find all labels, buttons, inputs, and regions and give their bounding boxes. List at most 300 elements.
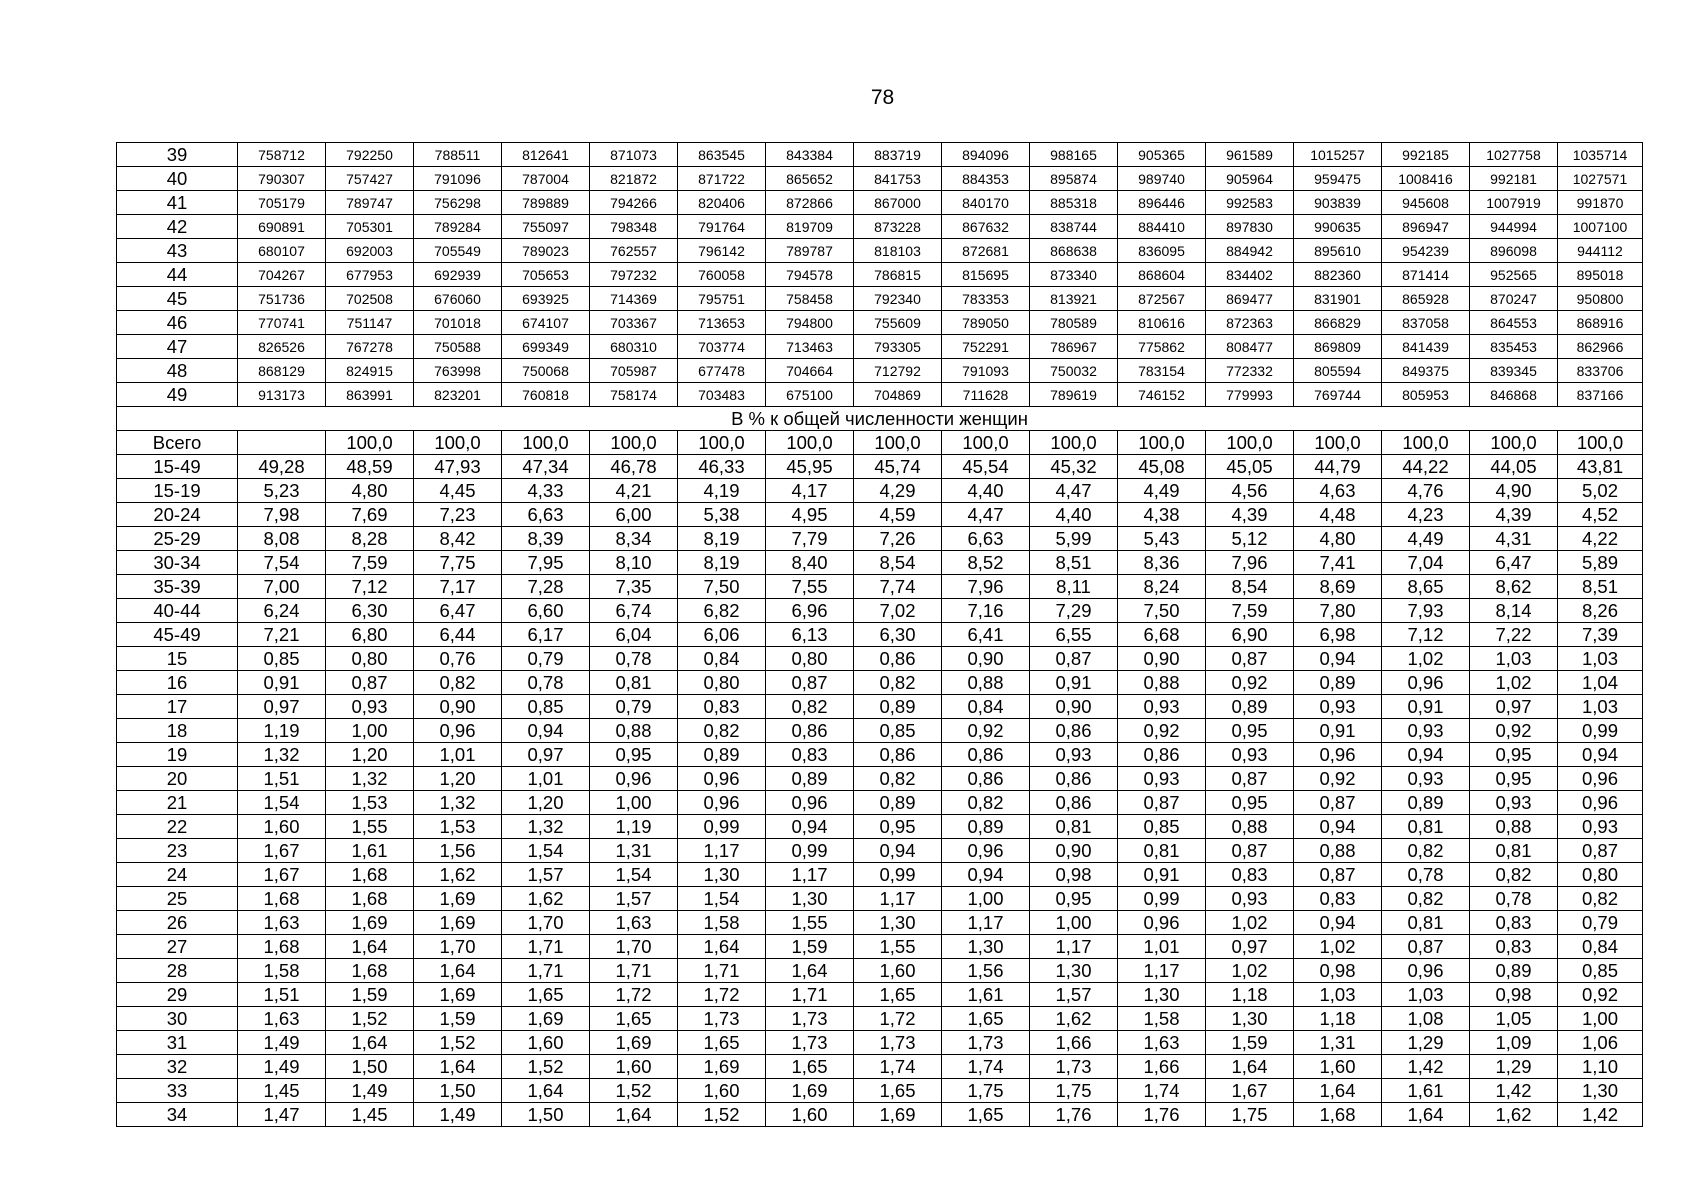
table-cell: 713463	[766, 335, 854, 359]
table-cell: 808477	[1206, 335, 1294, 359]
table-cell: 705301	[326, 215, 414, 239]
table-cell: 7,50	[1118, 599, 1206, 623]
table-cell: 1007100	[1558, 215, 1643, 239]
table-cell: 913173	[238, 383, 326, 407]
table-cell: 0,92	[1558, 983, 1643, 1007]
table-cell: 1,64	[414, 959, 502, 983]
table-cell: 1,66	[1118, 1055, 1206, 1079]
table-cell: 1,71	[678, 959, 766, 983]
table-cell: 841753	[854, 167, 942, 191]
table-cell: 0,94	[854, 839, 942, 863]
table-cell: 0,95	[1030, 887, 1118, 911]
table-cell: 7,69	[326, 503, 414, 527]
table-cell: 872567	[1118, 287, 1206, 311]
table-cell: 831901	[1294, 287, 1382, 311]
table-cell: 1,54	[678, 887, 766, 911]
table-cell: 834402	[1206, 263, 1294, 287]
table-cell: 1,59	[1206, 1031, 1294, 1055]
table-cell: 7,93	[1382, 599, 1470, 623]
table-row	[117, 167, 1643, 191]
table-cell: 770741	[238, 311, 326, 335]
table-cell: 989740	[1118, 167, 1206, 191]
table-cell: 704664	[766, 359, 854, 383]
table-cell: 4,38	[1118, 503, 1206, 527]
table-cell: 0,86	[1030, 719, 1118, 743]
table-cell: 1,71	[502, 959, 590, 983]
table-cell: 0,82	[678, 719, 766, 743]
table-cell: 8,11	[1030, 575, 1118, 599]
table-cell: 1,30	[678, 863, 766, 887]
table-cell: 867632	[942, 215, 1030, 239]
table-cell: 1,58	[678, 911, 766, 935]
table-cell: 945608	[1382, 191, 1470, 215]
table-cell: 1,30	[942, 935, 1030, 959]
table-cell: 0,81	[1030, 815, 1118, 839]
table-cell: 0,83	[1470, 911, 1558, 935]
table-cell: 797232	[590, 263, 678, 287]
table-cell: 1,49	[326, 1079, 414, 1103]
table-cell: 988165	[1030, 143, 1118, 167]
table-cell: 0,79	[502, 647, 590, 671]
row-label: 29	[117, 983, 238, 1007]
table-cell: 6,80	[326, 623, 414, 647]
table-cell: 0,92	[1118, 719, 1206, 743]
table-cell: 8,19	[678, 527, 766, 551]
table-cell: 0,93	[326, 695, 414, 719]
table-cell: 5,12	[1206, 527, 1294, 551]
table-cell: 767278	[326, 335, 414, 359]
table-cell: 1,29	[1382, 1031, 1470, 1055]
table-cell: 863991	[326, 383, 414, 407]
table-cell: 1,65	[854, 983, 942, 1007]
table-cell: 0,80	[326, 647, 414, 671]
table-cell: 1,03	[1294, 983, 1382, 1007]
table-cell: 1027758	[1470, 143, 1558, 167]
table-cell: 755609	[854, 311, 942, 335]
table-cell: 885318	[1030, 191, 1118, 215]
table-row	[117, 287, 1643, 311]
table-cell: 0,89	[678, 743, 766, 767]
table-cell: 0,89	[942, 815, 1030, 839]
table-cell: 0,87	[326, 671, 414, 695]
table-cell: 805594	[1294, 359, 1382, 383]
table-row	[117, 839, 1643, 863]
table-cell: 1,45	[238, 1079, 326, 1103]
table-cell: 1,42	[1382, 1055, 1470, 1079]
table-cell: 792250	[326, 143, 414, 167]
table-cell: 4,49	[1382, 527, 1470, 551]
table-cell: 0,80	[678, 671, 766, 695]
table-cell: 7,50	[678, 575, 766, 599]
table-cell: 841439	[1382, 335, 1470, 359]
table-cell: 869809	[1294, 335, 1382, 359]
table-cell: 873340	[1030, 263, 1118, 287]
table-cell: 1,31	[590, 839, 678, 863]
table-cell: 0,82	[1382, 887, 1470, 911]
row-label: 43	[117, 239, 238, 263]
table-cell: 4,21	[590, 479, 678, 503]
table-cell: 783353	[942, 287, 1030, 311]
table-cell: 1,50	[414, 1079, 502, 1103]
table-cell: 0,82	[414, 671, 502, 695]
table-cell: 760058	[678, 263, 766, 287]
table-cell: 0,96	[1118, 911, 1206, 935]
table-cell: 4,33	[502, 479, 590, 503]
table-cell: 4,63	[1294, 479, 1382, 503]
table-cell: 1,69	[502, 1007, 590, 1031]
table-row	[117, 263, 1643, 287]
table-cell: 1,17	[942, 911, 1030, 935]
table-cell: 1,60	[502, 1031, 590, 1055]
table-cell: 701018	[414, 311, 502, 335]
table-cell: 0,78	[590, 647, 678, 671]
table-cell: 0,76	[414, 647, 502, 671]
table-body	[117, 143, 1643, 1127]
table-cell: 0,92	[1470, 719, 1558, 743]
table-cell: 1,57	[1030, 983, 1118, 1007]
table-cell: 789284	[414, 215, 502, 239]
table-cell: 100,0	[854, 431, 942, 455]
table-cell: 1,64	[1382, 1103, 1470, 1127]
table-cell: 4,47	[1030, 479, 1118, 503]
table-cell: 1,62	[1030, 1007, 1118, 1031]
table-cell: 6,68	[1118, 623, 1206, 647]
table-cell: 7,28	[502, 575, 590, 599]
table-cell: 944994	[1470, 215, 1558, 239]
table-cell: 1,61	[942, 983, 1030, 1007]
table-cell: 1,68	[1294, 1103, 1382, 1127]
table-cell: 0,78	[1470, 887, 1558, 911]
table-cell: 1,63	[1118, 1031, 1206, 1055]
table-cell: 895018	[1558, 263, 1643, 287]
table-cell: 837058	[1382, 311, 1470, 335]
table-cell: 0,93	[1382, 767, 1470, 791]
table-cell: 961589	[1206, 143, 1294, 167]
table-cell: 46,33	[678, 455, 766, 479]
table-cell: 0,79	[1558, 911, 1643, 935]
table-cell: 0,99	[1118, 887, 1206, 911]
table-cell: 0,92	[1294, 767, 1382, 791]
table-cell: 6,04	[590, 623, 678, 647]
table-cell: 677478	[678, 359, 766, 383]
table-cell: 0,84	[1558, 935, 1643, 959]
table-cell: 1,42	[1558, 1103, 1643, 1127]
table-cell: 4,52	[1558, 503, 1643, 527]
row-label: 42	[117, 215, 238, 239]
table-cell	[238, 431, 326, 455]
table-cell: 4,80	[1294, 527, 1382, 551]
table-cell: 1,59	[414, 1007, 502, 1031]
table-row	[117, 983, 1643, 1007]
table-cell: 0,86	[1030, 791, 1118, 815]
table-cell: 45,08	[1118, 455, 1206, 479]
table-cell: 1,32	[238, 743, 326, 767]
table-cell: 1,30	[854, 911, 942, 935]
table-cell: 5,99	[1030, 527, 1118, 551]
table-cell: 798348	[590, 215, 678, 239]
table-cell: 6,24	[238, 599, 326, 623]
table-cell: 0,96	[414, 719, 502, 743]
table-cell: 100,0	[590, 431, 678, 455]
table-cell: 1,02	[1382, 647, 1470, 671]
table-cell: 0,90	[1030, 695, 1118, 719]
table-cell: 0,91	[1118, 863, 1206, 887]
table-cell: 1,63	[590, 911, 678, 935]
table-cell: 1,75	[1030, 1079, 1118, 1103]
table-cell: 0,97	[1206, 935, 1294, 959]
table-cell: 772332	[1206, 359, 1294, 383]
table-cell: 0,99	[854, 863, 942, 887]
table-cell: 0,97	[238, 695, 326, 719]
table-cell: 0,78	[502, 671, 590, 695]
table-cell: 0,78	[1382, 863, 1470, 887]
table-cell: 752291	[942, 335, 1030, 359]
table-cell: 6,30	[326, 599, 414, 623]
section-title: В % к общей численности женщин	[117, 407, 1643, 431]
table-cell: 0,86	[766, 719, 854, 743]
table-cell: 1,74	[1118, 1079, 1206, 1103]
table-cell: 4,45	[414, 479, 502, 503]
table-cell: 0,86	[942, 767, 1030, 791]
table-cell: 100,0	[1470, 431, 1558, 455]
table-cell: 713653	[678, 311, 766, 335]
table-cell: 7,74	[854, 575, 942, 599]
table-cell: 0,87	[1558, 839, 1643, 863]
row-label: 41	[117, 191, 238, 215]
row-label: 23	[117, 839, 238, 863]
table-row	[117, 575, 1643, 599]
table-cell: 0,82	[854, 767, 942, 791]
table-cell: 0,87	[1206, 839, 1294, 863]
table-row	[117, 359, 1643, 383]
table-cell: 992185	[1382, 143, 1470, 167]
table-cell: 1,02	[1206, 959, 1294, 983]
table-cell: 758712	[238, 143, 326, 167]
table-row	[117, 935, 1643, 959]
table-cell: 0,91	[1030, 671, 1118, 695]
table-cell: 7,22	[1470, 623, 1558, 647]
row-label: 18	[117, 719, 238, 743]
row-label: 24	[117, 863, 238, 887]
table-cell: 4,76	[1382, 479, 1470, 503]
table-cell: 1,71	[502, 935, 590, 959]
table-cell: 1,75	[1206, 1103, 1294, 1127]
table-cell: 0,96	[942, 839, 1030, 863]
table-cell: 867000	[854, 191, 942, 215]
table-cell: 1,51	[238, 983, 326, 1007]
table-cell: 0,96	[1294, 743, 1382, 767]
table-cell: 45,54	[942, 455, 1030, 479]
table-cell: 4,23	[1382, 503, 1470, 527]
table-cell: 0,89	[1382, 791, 1470, 815]
table-row	[117, 383, 1643, 407]
table-cell: 1,73	[766, 1007, 854, 1031]
table-cell: 4,59	[854, 503, 942, 527]
table-cell: 8,39	[502, 527, 590, 551]
row-label: 48	[117, 359, 238, 383]
table-cell: 1,49	[414, 1103, 502, 1127]
table-cell: 0,88	[1294, 839, 1382, 863]
table-cell: 959475	[1294, 167, 1382, 191]
table-cell: 751736	[238, 287, 326, 311]
table-cell: 0,99	[766, 839, 854, 863]
table-cell: 1,74	[854, 1055, 942, 1079]
table-cell: 1008416	[1382, 167, 1470, 191]
table-cell: 0,89	[1470, 959, 1558, 983]
table-cell: 818103	[854, 239, 942, 263]
table-cell: 1,55	[766, 911, 854, 935]
row-label: 15	[117, 647, 238, 671]
table-cell: 789889	[502, 191, 590, 215]
table-cell: 0,82	[1470, 863, 1558, 887]
table-cell: 8,26	[1558, 599, 1643, 623]
table-cell: 1,64	[678, 935, 766, 959]
row-label: 40-44	[117, 599, 238, 623]
table-cell: 0,95	[1470, 767, 1558, 791]
table-cell: 789787	[766, 239, 854, 263]
table-row	[117, 455, 1643, 479]
table-cell: 0,99	[678, 815, 766, 839]
table-cell: 810616	[1118, 311, 1206, 335]
table-cell: 0,93	[1294, 695, 1382, 719]
table-cell: 693925	[502, 287, 590, 311]
table-cell: 1,69	[678, 1055, 766, 1079]
table-cell: 824915	[326, 359, 414, 383]
data-table	[116, 142, 1643, 1127]
row-label: 15-19	[117, 479, 238, 503]
table-cell: 704869	[854, 383, 942, 407]
table-cell: 0,87	[1294, 863, 1382, 887]
table-cell: 0,96	[590, 767, 678, 791]
table-cell: 8,28	[326, 527, 414, 551]
table-cell: 0,95	[1206, 791, 1294, 815]
table-cell: 863545	[678, 143, 766, 167]
row-label: 49	[117, 383, 238, 407]
table-cell: 0,81	[590, 671, 678, 695]
table-cell: 836095	[1118, 239, 1206, 263]
table-cell: 0,92	[1206, 671, 1294, 695]
table-cell: 0,87	[1382, 935, 1470, 959]
table-cell: 780589	[1030, 311, 1118, 335]
table-cell: 699349	[502, 335, 590, 359]
table-row	[117, 1055, 1643, 1079]
table-cell: 0,96	[1558, 791, 1643, 815]
row-label: 26	[117, 911, 238, 935]
table-cell: 45,32	[1030, 455, 1118, 479]
table-cell: 750032	[1030, 359, 1118, 383]
table-cell: 48,59	[326, 455, 414, 479]
table-cell: 0,93	[1206, 743, 1294, 767]
table-cell: 1,72	[678, 983, 766, 1007]
table-cell: 7,41	[1294, 551, 1382, 575]
table-cell: 0,97	[502, 743, 590, 767]
table-cell: 837166	[1558, 383, 1643, 407]
table-cell: 789747	[326, 191, 414, 215]
table-cell: 894096	[942, 143, 1030, 167]
table-cell: 1,71	[766, 983, 854, 1007]
table-cell: 868916	[1558, 311, 1643, 335]
table-cell: 6,30	[854, 623, 942, 647]
table-row	[117, 767, 1643, 791]
table-cell: 872681	[942, 239, 1030, 263]
table-row	[117, 1103, 1643, 1127]
table-cell: 0,83	[766, 743, 854, 767]
table-cell: 7,96	[1206, 551, 1294, 575]
table-cell: 1,17	[854, 887, 942, 911]
table-cell: 1,42	[1470, 1079, 1558, 1103]
table-cell: 0,94	[1294, 647, 1382, 671]
table-cell: 1,60	[1294, 1055, 1382, 1079]
table-cell: 756298	[414, 191, 502, 215]
table-cell: 47,93	[414, 455, 502, 479]
table-cell: 865652	[766, 167, 854, 191]
table-cell: 944112	[1558, 239, 1643, 263]
table-cell: 0,83	[1470, 935, 1558, 959]
table-cell: 0,80	[766, 647, 854, 671]
table-cell: 6,41	[942, 623, 1030, 647]
table-cell: 786815	[854, 263, 942, 287]
table-cell: 7,12	[326, 575, 414, 599]
table-cell: 0,94	[1294, 911, 1382, 935]
table-row	[117, 719, 1643, 743]
table-cell: 0,90	[1030, 839, 1118, 863]
table-cell: 1,59	[326, 983, 414, 1007]
table-cell: 1,63	[238, 911, 326, 935]
table-cell: 4,95	[766, 503, 854, 527]
table-cell: 5,38	[678, 503, 766, 527]
table-cell: 0,96	[678, 767, 766, 791]
table-cell: 896947	[1382, 215, 1470, 239]
row-label: 44	[117, 263, 238, 287]
table-cell: 0,85	[1118, 815, 1206, 839]
table-cell: 0,95	[1470, 743, 1558, 767]
table-cell: 45,05	[1206, 455, 1294, 479]
table-cell: 0,96	[678, 791, 766, 815]
table-row	[117, 743, 1643, 767]
table-cell: 45,95	[766, 455, 854, 479]
table-row	[117, 863, 1643, 887]
table-cell: 1,64	[766, 959, 854, 983]
table-cell: 1,51	[238, 767, 326, 791]
table-cell: 1,06	[1558, 1031, 1643, 1055]
table-cell: 1,54	[590, 863, 678, 887]
table-cell: 0,96	[1382, 959, 1470, 983]
table-cell: 835453	[1470, 335, 1558, 359]
table-cell: 7,04	[1382, 551, 1470, 575]
table-cell: 5,43	[1118, 527, 1206, 551]
table-cell: 790307	[238, 167, 326, 191]
table-cell: 680107	[238, 239, 326, 263]
table-cell: 760818	[502, 383, 590, 407]
table-cell: 1,18	[1294, 1007, 1382, 1031]
row-label: 28	[117, 959, 238, 983]
table-cell: 7,26	[854, 527, 942, 551]
table-cell: 1,61	[326, 839, 414, 863]
table-cell: 1,47	[238, 1103, 326, 1127]
table-cell: 1,69	[326, 911, 414, 935]
table-cell: 5,02	[1558, 479, 1643, 503]
table-cell: 0,88	[942, 671, 1030, 695]
table-cell: 1,01	[502, 767, 590, 791]
table-cell: 1,66	[1030, 1031, 1118, 1055]
table-cell: 1,55	[326, 815, 414, 839]
table-cell: 4,80	[326, 479, 414, 503]
table-cell: 714369	[590, 287, 678, 311]
table-cell: 0,98	[1470, 983, 1558, 1007]
table-row	[117, 959, 1643, 983]
table-cell: 1,56	[414, 839, 502, 863]
row-label: 20-24	[117, 503, 238, 527]
